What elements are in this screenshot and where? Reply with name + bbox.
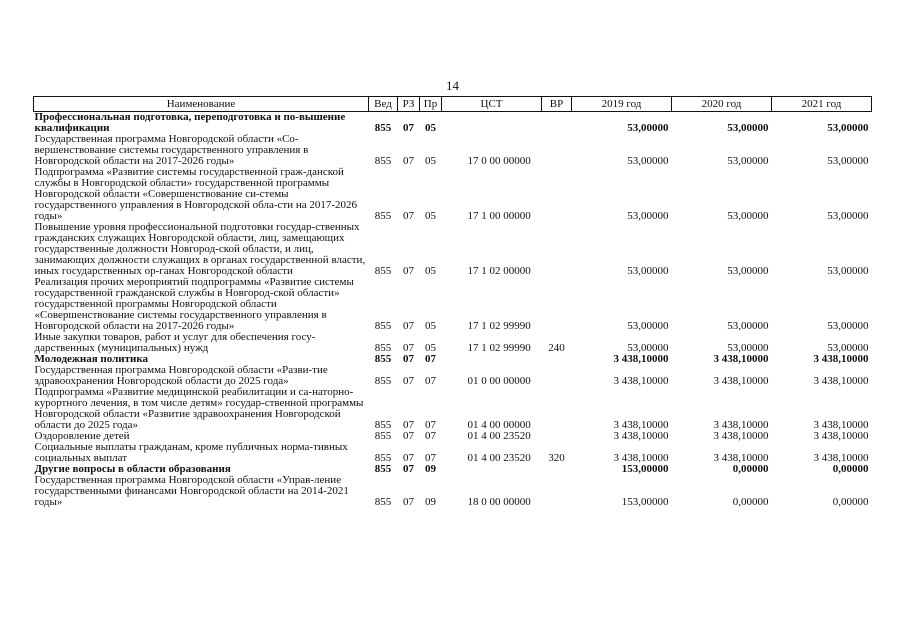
row-cst: 17 1 02 00000 [467, 265, 531, 277]
row-name: Государственная программа Новгородской области «Со-вершенствование системы государственного управления в Новгородской области на 2017-2026 годы» [34, 133, 309, 167]
row-rz: 07 [403, 353, 414, 365]
header-pr: Пр [420, 97, 442, 112]
row-vr [542, 475, 572, 508]
row-name: Молодежная политика [34, 353, 149, 365]
row-pr: 07 [425, 452, 436, 464]
row-name: Социальные выплаты гражданам, кроме публичных норма-тивных социальных выплат [34, 441, 348, 464]
row-rz: 07 [403, 496, 414, 508]
row-vr [542, 167, 572, 222]
row-2020-value: 3 438,10000 [713, 419, 769, 431]
page-number: 14 [446, 78, 459, 93]
row-2019-value: 3 438,10000 [613, 452, 669, 464]
table-row [34, 475, 872, 508]
header-rz: РЗ [398, 97, 420, 112]
row-2019-value: 53,00000 [627, 342, 669, 354]
row-rz: 07 [403, 342, 414, 354]
row-cst [442, 354, 542, 365]
row-name: Другие вопросы в области образования [34, 463, 231, 475]
row-vr [542, 387, 572, 431]
table-row [34, 365, 872, 387]
table-row [34, 387, 872, 431]
row-pr: 05 [425, 320, 436, 332]
row-cst: 17 0 00 00000 [467, 155, 531, 167]
row-vr [542, 365, 572, 387]
row-2020-value: 53,00000 [727, 210, 769, 222]
row-pr: 07 [425, 419, 436, 431]
row-2019-value: 53,00000 [627, 265, 669, 277]
row-name: Государственная программа Новгородской области «Управ-ление государственными финансами Новгородской области на 2014-2021 годы» [34, 474, 349, 508]
row-name: Повышение уровня профессиональной подготовки государ-ственных гражданских служащих Новгородской области, лиц, замещающих государственные должности Новгород-ской области, и лиц, занимающих должности служащих в органах государственной власти, иных государственных ор-ганах Новгородской области [34, 221, 366, 277]
header-row [34, 97, 872, 112]
row-2021-value: 53,00000 [827, 155, 869, 167]
row-rz: 07 [403, 419, 414, 431]
row-2019-value: 3 438,10000 [613, 375, 669, 387]
row-2021-value: 3 438,10000 [813, 375, 869, 387]
row-pr: 07 [425, 375, 436, 387]
header-2019: 2019 год [572, 97, 672, 112]
row-cst: 18 0 00 00000 [467, 496, 531, 508]
row-2020-value: 53,00000 [727, 265, 769, 277]
header-2021: 2021 год [772, 97, 872, 112]
row-cst [442, 464, 542, 475]
row-2021-value: 53,00000 [827, 320, 869, 332]
row-ved: 855 [374, 353, 392, 365]
row-cst: 01 4 00 23520 [467, 430, 531, 442]
row-rz: 07 [403, 210, 414, 222]
row-pr: 09 [425, 496, 436, 508]
row-cst: 01 4 00 00000 [467, 419, 531, 431]
row-vr [542, 112, 572, 135]
budget-table [33, 96, 872, 508]
row-ved: 855 [374, 452, 392, 464]
row-pr: 05 [425, 342, 436, 354]
row-2020-value: 53,00000 [727, 155, 769, 167]
row-2020-value: 53,00000 [727, 342, 769, 354]
row-2020-value: 0,00000 [732, 463, 769, 475]
table-row [34, 332, 872, 354]
row-2020-value: 3 438,10000 [713, 353, 769, 365]
table-row [34, 442, 872, 464]
row-name: Подпрограмма «Развитие медицинской реабилитации и са-наторно-курортного лечения, в том числе детям» государ-ственной программы Новгородской области «Развитие здравоохранения Новгородской области до 2025 года» [34, 386, 364, 431]
row-name: Подпрограмма «Развитие системы государственной граж-данской службы в Новгородской области» государственной программы Новгородской области «Совершенствование си-стемы государственного управления в Новгородской обла-сти на 2017-2026 годы» [34, 166, 358, 222]
row-pr: 07 [425, 430, 436, 442]
row-2021-value: 53,00000 [827, 265, 869, 277]
row-cst: 17 1 00 00000 [467, 210, 531, 222]
row-ved: 855 [374, 265, 392, 277]
row-name: Оздоровление детей [34, 430, 130, 442]
row-vr [542, 222, 572, 277]
header-name: Наименование [34, 97, 369, 112]
row-ved: 855 [374, 419, 392, 431]
row-name: Профессиональная подготовка, переподготовка и по-вышение квалификации [34, 111, 346, 134]
row-name: Иные закупки товаров, работ и услуг для обеспечения госу-дарственных (муниципальных) нужд [34, 331, 316, 354]
row-2020-value: 3 438,10000 [713, 430, 769, 442]
row-2021-value: 3 438,10000 [813, 452, 869, 464]
row-2021-value: 53,00000 [827, 122, 869, 134]
row-rz: 07 [403, 155, 414, 167]
row-2020-value: 53,00000 [727, 122, 769, 134]
row-2021-value: 0,00000 [832, 463, 869, 475]
row-2019-value: 3 438,10000 [613, 419, 669, 431]
header-cst: ЦСТ [442, 97, 542, 112]
row-ved: 855 [374, 122, 392, 134]
table-header [34, 97, 872, 112]
table-row [34, 112, 872, 135]
row-rz: 07 [403, 463, 414, 475]
row-ved: 855 [374, 155, 392, 167]
row-rz: 07 [403, 430, 414, 442]
row-2021-value: 0,00000 [832, 496, 869, 508]
table-row [34, 277, 872, 332]
row-2019-value: 153,00000 [621, 463, 669, 475]
row-ved: 855 [374, 210, 392, 222]
row-cst [442, 112, 542, 135]
row-vr [542, 464, 572, 475]
row-2019-value: 53,00000 [627, 210, 669, 222]
row-2020-value: 3 438,10000 [713, 375, 769, 387]
row-vr [542, 277, 572, 332]
row-2020-value: 0,00000 [732, 496, 769, 508]
row-pr: 05 [425, 265, 436, 277]
row-vr: 320 [548, 452, 565, 464]
row-2020-value: 3 438,10000 [713, 452, 769, 464]
row-rz: 07 [403, 265, 414, 277]
row-rz: 07 [403, 320, 414, 332]
row-2019-value: 53,00000 [627, 122, 669, 134]
header-2020: 2020 год [672, 97, 772, 112]
row-vr: 240 [548, 342, 565, 354]
row-pr: 05 [425, 122, 436, 134]
row-cst: 01 4 00 23520 [467, 452, 531, 464]
row-ved: 855 [374, 320, 392, 332]
row-name: Реализация прочих мероприятий подпрограммы «Развитие системы государственной гражданской службы в Новгород-ской области» государственной программы Новгородской области «Совершенствование системы государственного управления в Новгородской области на 2017-2026 годы» [34, 276, 354, 332]
row-vr [542, 354, 572, 365]
row-2020-value: 53,00000 [727, 320, 769, 332]
row-2019-value: 53,00000 [627, 155, 669, 167]
row-ved: 855 [374, 496, 392, 508]
row-name: Государственная программа Новгородской области «Разви-тие здравоохранения Новгородской области до 2025 года» [34, 364, 328, 387]
header-ved: Вед [369, 97, 398, 112]
row-2021-value: 53,00000 [827, 342, 869, 354]
row-cst: 17 1 02 99990 [467, 320, 531, 332]
row-pr: 05 [425, 155, 436, 167]
row-2021-value: 3 438,10000 [813, 430, 869, 442]
row-ved: 855 [374, 375, 392, 387]
row-ved: 855 [374, 463, 392, 475]
row-2019-value: 153,00000 [621, 496, 669, 508]
table-row [34, 167, 872, 222]
table-row [34, 222, 872, 277]
row-vr [542, 134, 572, 167]
row-ved: 855 [374, 342, 392, 354]
row-rz: 07 [403, 375, 414, 387]
row-cst: 01 0 00 00000 [467, 375, 531, 387]
row-ved: 855 [374, 430, 392, 442]
row-2019-value: 3 438,10000 [613, 430, 669, 442]
row-pr: 07 [425, 353, 436, 365]
row-2019-value: 53,00000 [627, 320, 669, 332]
row-2021-value: 53,00000 [827, 210, 869, 222]
row-pr: 05 [425, 210, 436, 222]
header-vr: ВР [542, 97, 572, 112]
table-row [34, 134, 872, 167]
row-cst: 17 1 02 99990 [467, 342, 531, 354]
row-rz: 07 [403, 452, 414, 464]
row-2019-value: 3 438,10000 [613, 353, 669, 365]
table-body [34, 112, 872, 509]
row-2021-value: 3 438,10000 [813, 419, 869, 431]
row-vr [542, 431, 572, 442]
row-2021-value: 3 438,10000 [813, 353, 869, 365]
row-rz: 07 [403, 122, 414, 134]
row-pr: 09 [425, 463, 436, 475]
